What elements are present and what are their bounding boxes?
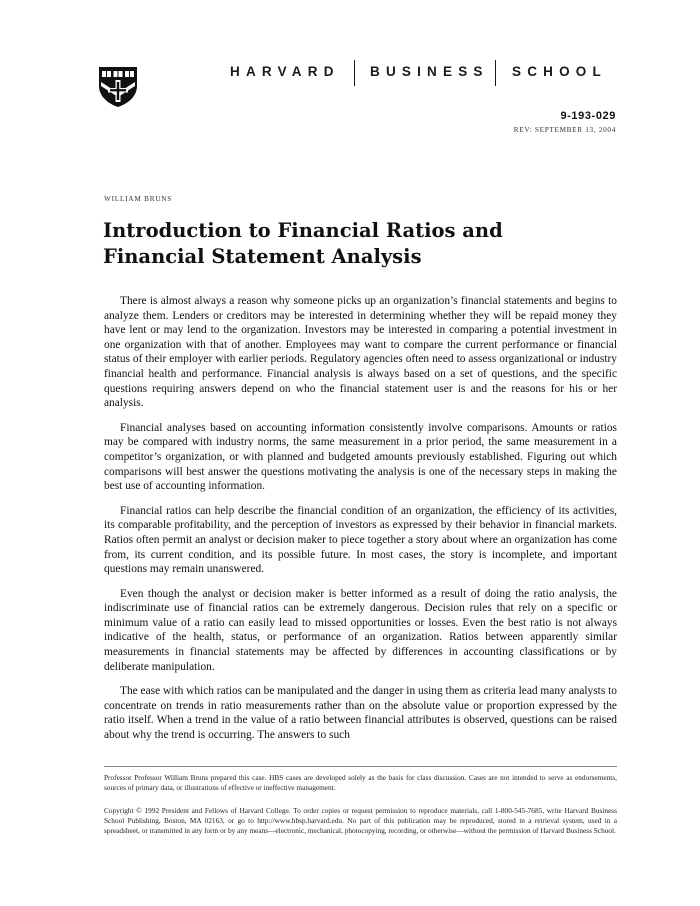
paragraph: The ease with which ratios can be manipulated and the danger in using them as criteria lead many analysts to concentrate on trends in ratio measurements rather than on the absolute value or proportion expressed by the ratio itself. When a trend in the value of a ratio between financial attributes is observed, questions can be raised about why the trend is occurring. The answers to such (104, 685, 617, 742)
paragraph: Financial ratios can help describe the financial condition of an organization, the efficiency of its activities, its comparable profitability, and the perception of investors as expressed by their behavior in financial markets. Ratios often permit an analyst or decision maker to piece together a story about where an organization has come from, its current condition, and its possible future. In most cases, the story is incomplete, and important questions may remain unanswered. (104, 504, 617, 576)
paragraph: Even though the analyst or decision maker is better informed as a result of doing the ratio analysis, the indiscriminate use of financial ratios can be extremely dangerous. Decision rules that rely on a specific or minimum value of a ratio can easily lead to missed opportunities or losses. Even the best ratio is not always indicative of the health, status, or performance of an organization. Ratios between apparently similar measurements in financial statements may be affected by differences in accounting classifications or by deliberate manipulation. (104, 587, 617, 673)
school-word-business: BUSINESS (370, 64, 489, 79)
author-name: WILLIAM BRUNS (104, 195, 173, 203)
body-text (104, 294, 617, 753)
school-name-banner (230, 62, 620, 84)
footnote-copyright: Copyright © 1992 President and Fellows of Harvard College. To order copies or request permission to reproduce materials, call 1-800-545-7685, write Harvard Business School Publishing, Boston, MA 02163, or go to http://www.hbsp.harvard.edu. No part of this publication may be reproduced, stored in a retrieval system, used in a spreadsheet, or transmitted in any form or by any means—electronic, mechanical, photocopying, recording, or otherwise—without the permission of Harvard Business School. (104, 806, 617, 836)
banner-divider (354, 60, 355, 86)
banner-divider (495, 60, 496, 86)
footnote-authorship: Professor Professor William Bruns prepared this case. HBS cases are developed solely as the basis for class discussion. Cases are not intended to serve as endorsements, sources of primary data, or illustrations of effective or ineffective management. (104, 773, 617, 793)
footnote-divider (104, 766, 617, 767)
paragraph: There is almost always a reason why someone picks up an organization’s financial statements and begins to analyze them. Lenders or creditors may be interested in determining whether they will be repaid money they have lent or may lend to the organization. Investors may be interested in comparing a potential investment in one organization with that of another. Employees may want to compare the current performance or financial status of their employer with earlier periods. Regulatory agencies often need to assess organizational or industry financial health and performance. Financial analysis is always based on a set of questions, and the specific questions requiring answers depend on who the financial statement user is and the reasons for his or her analysis. (104, 295, 617, 410)
school-word-school: SCHOOL (512, 64, 607, 79)
case-number: 9-193-029 (560, 110, 616, 122)
revision-date: REV: SEPTEMBER 13, 2004 (513, 126, 616, 134)
document-title: Introduction to Financial Ratios and Financial Statement Analysis (103, 219, 503, 268)
school-word-harvard: HARVARD (230, 64, 340, 79)
paragraph: Financial analyses based on accounting information consistently involve comparisons. Amounts or ratios may be compared with industry norms, the same measurement in a prior period, the same measurement in a competitor’s organization, or with planned and budgeted amounts previously established. Figuring out which comparisons will best answer the questions motivating the analysis is one of the necessary steps in making the best use of accounting information. (104, 421, 617, 493)
harvard-veritas-shield-icon (98, 66, 138, 108)
